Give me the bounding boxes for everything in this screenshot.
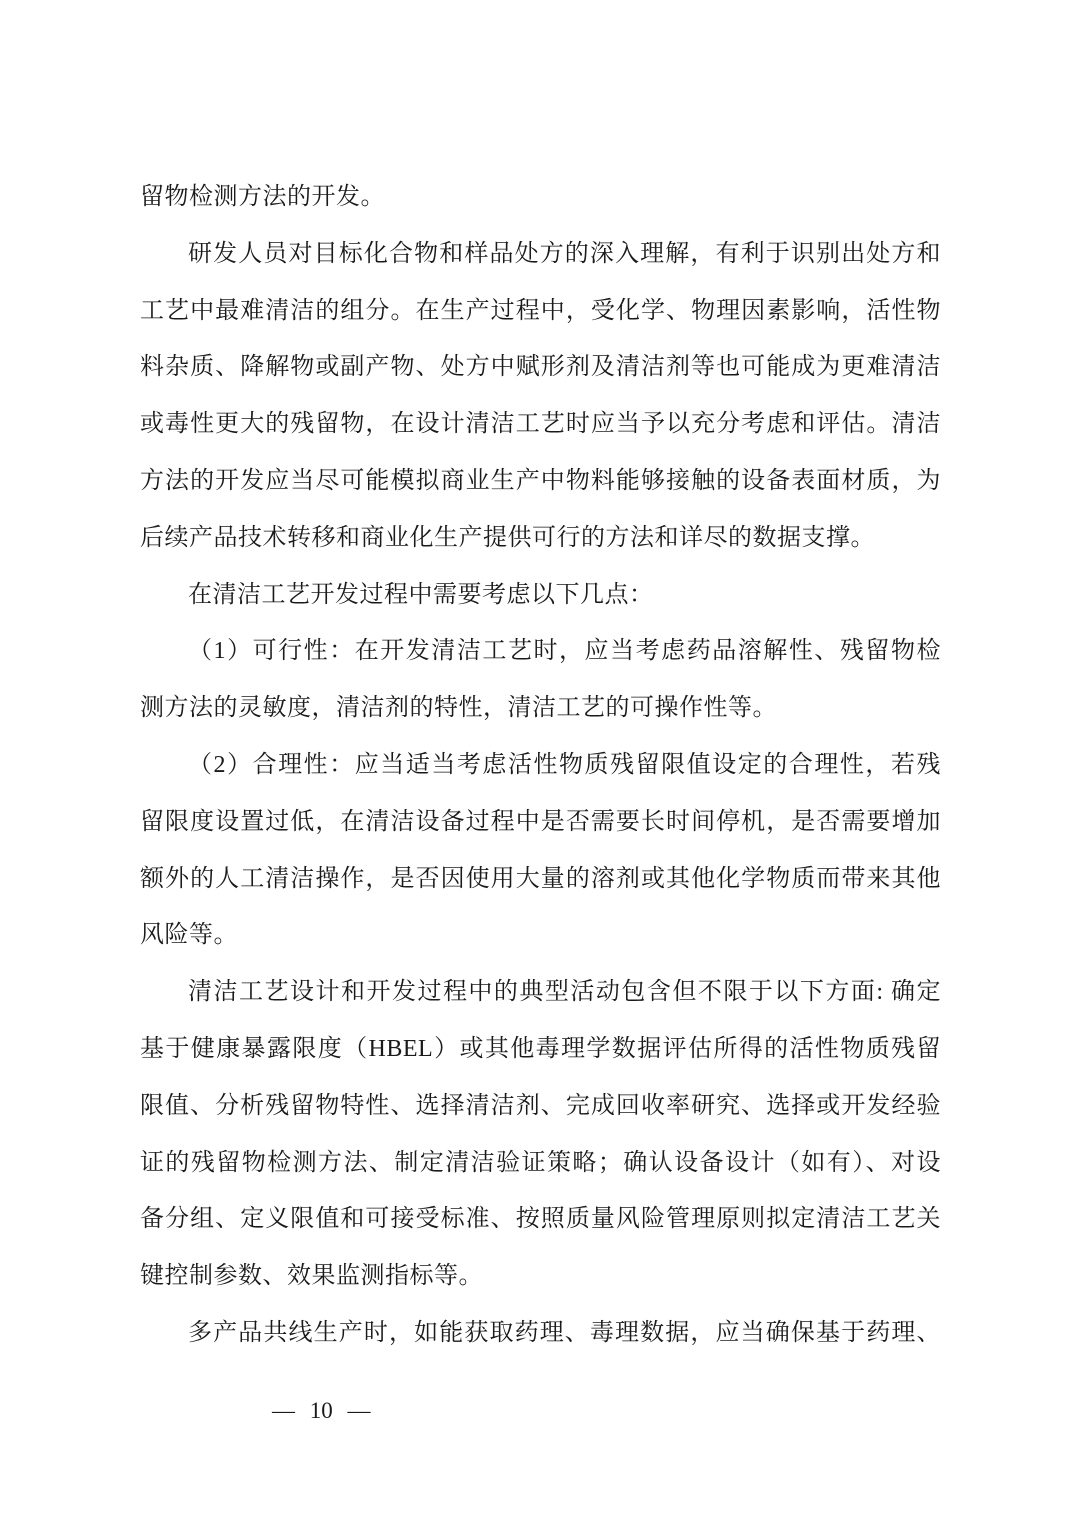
document-body <box>140 169 941 1362</box>
text-line: 料杂质、降解物或副产物、处方中赋形剂及清洁剂等也可能成为更难清洁 <box>140 354 941 381</box>
text-line: 测方法的灵敏度，清洁剂的特性，清洁工艺的可操作性等。 <box>140 695 777 722</box>
text-line: （1）可行性：在开发清洁工艺时，应当考虑药品溶解性、残留物检 <box>188 638 941 665</box>
text-line: 限值、分析残留物特性、选择清洁剂、完成回收率研究、选择或开发经验 <box>140 1092 941 1119</box>
text-line: 留物检测方法的开发。 <box>140 184 385 210</box>
text-line: （2）合理性：应当适当考虑活性物质残留限值设定的合理性，若残 <box>188 751 941 778</box>
page-number: — 10 — <box>272 1398 371 1423</box>
text-line: 证的残留物检测方法、制定清洁验证策略；确认设备设计（如有）、对设 <box>140 1149 941 1176</box>
text-line: 风险等。 <box>140 922 238 949</box>
text-line: 在清洁工艺开发过程中需要考虑以下几点： <box>188 581 654 608</box>
text-line: 键控制参数、效果监测指标等。 <box>140 1263 483 1290</box>
text-line: 多产品共线生产时，如能获取药理、毒理数据，应当确保基于药理、 <box>188 1319 941 1346</box>
text-line: 研发人员对目标化合物和样品处方的深入理解，有利于识别出处方和 <box>188 240 941 267</box>
text-line: 基于健康暴露限度（HBEL）或其他毒理学数据评估所得的活性物质残留 <box>140 1035 941 1062</box>
text-line: 备分组、定义限值和可接受标准、按照质量风险管理原则拟定清洁工艺关 <box>140 1206 941 1233</box>
text-line: 额外的人工清洁操作，是否因使用大量的溶剂或其他化学物质而带来其他 <box>140 865 941 892</box>
text-line: 清洁工艺设计和开发过程中的典型活动包含但不限于以下方面: 确定 <box>188 979 941 1006</box>
text-line: 留限度设置过低，在清洁设备过程中是否需要长时间停机，是否需要增加 <box>140 808 941 835</box>
text-line: 或毒性更大的残留物，在设计清洁工艺时应当予以充分考虑和评估。清洁 <box>140 411 941 438</box>
text-line: 工艺中最难清洁的组分。在生产过程中，受化学、物理因素影响，活性物 <box>140 297 941 324</box>
page-footer <box>213 1360 371 1423</box>
text-line: 后续产品技术转移和商业化生产提供可行的方法和详尽的数据支撑。 <box>140 524 875 551</box>
text-line: 方法的开发应当尽可能模拟商业生产中物料能够接触的设备表面材质，为 <box>140 467 941 494</box>
